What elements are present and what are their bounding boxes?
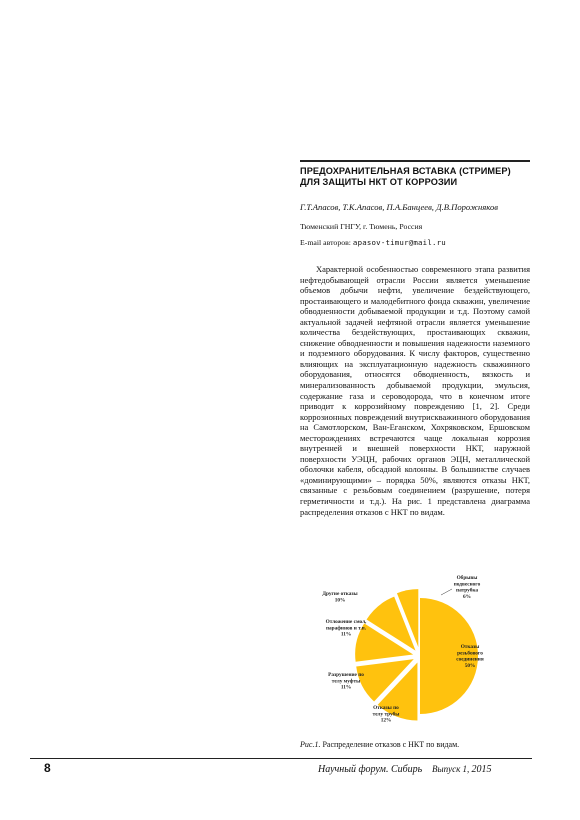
body-paragraph: Характерной особенностью современного этапа развития нефтедобывающей отрасли России является уменьшение объемов добычи нефти, увеличение бездействующего, простаивающего и малодебитного фонда скважин, увеличение обводненности добываемой продукции и т.д. Поэтому самой актуальной задачей нефтяной отрасли является уменьшение количества бездействующих, простаивающих скважин, снижение обводненности и повышения надежности наземного и подземного оборудования. К числу факторов, существенно влияющих на эксплуатационную надежность скважинного оборудования, относятся обводненность, вязкость и минерализованность добываемой продукции, эмульсия, содержание газа и сероводорода, что в конечном итоге приводит к коррозийному повреждению [1, 2]. Среди коррозионных повреждений внутрискважинного оборудования на Самотлорском, Ван-Еганском, Хохряковском, Ершовском месторождениях встречаются чаще локальная коррозия внутренней и внешней поверхности НКТ, наружной поверхности УЭЦН, рабочих органов ЭЦН, металлической оболочки кабеля, обсадной колонны. В большинстве случаев «доминирующими» – порядка 50%, являются отказы НКТ, связанные с резьбовым соединением (разрушение, потеря герметичности и т.д.). На рис. 1 представлена диаграмма распределения отказов с НКТ по видам. [300, 264, 530, 517]
slice-label: Другие отказы 10% [322, 591, 358, 604]
issue-label: Выпуск 1, [432, 764, 470, 774]
slice-label: Отказы резьбового соединения 50% [456, 644, 484, 669]
page-number: 8 [44, 761, 51, 775]
affiliation: Тюменский ГНГУ, г. Тюмень, Россия [300, 222, 423, 231]
authors: Г.Т.Апасов, Т.К.Апасов, П.А.Банцеев, Д.В.Порожняков [300, 202, 498, 212]
slice-label: Обрывы подвесного патрубка 6% [453, 575, 481, 600]
caption-text: Распределение отказов с НКТ по видам. [322, 740, 460, 749]
footer-rule [30, 758, 532, 759]
email-label: E-mail авторов: [300, 238, 351, 247]
article-body [300, 264, 530, 517]
journal-name: Научный форум. Сибирь [318, 764, 423, 775]
issue-year: 2015 [471, 764, 492, 775]
issue-info [432, 764, 492, 775]
email-line [300, 238, 540, 247]
caption-prefix: Рис.1. [300, 740, 321, 749]
article-title: ПРЕДОХРАНИТЕЛЬНАЯ ВСТАВКА (СТРИМЕР) ДЛЯ ЗАЩИТЫ НКТ ОТ КОРРОЗИИ [300, 166, 511, 187]
failure-pie-chart [300, 566, 530, 734]
figure-caption [300, 740, 530, 749]
email-address[interactable]: apasov-timur@mail.ru [352, 238, 446, 247]
slice-label: Разрушение по телу муфты 11% [328, 672, 364, 691]
slice-label: Отложение смол, парафинов и т.п. 11% [325, 619, 367, 638]
leader-line [441, 589, 452, 595]
pie-svg [300, 566, 530, 734]
title-rule [300, 160, 530, 162]
slice-label: Отказы по телу трубы 12% [372, 705, 400, 724]
